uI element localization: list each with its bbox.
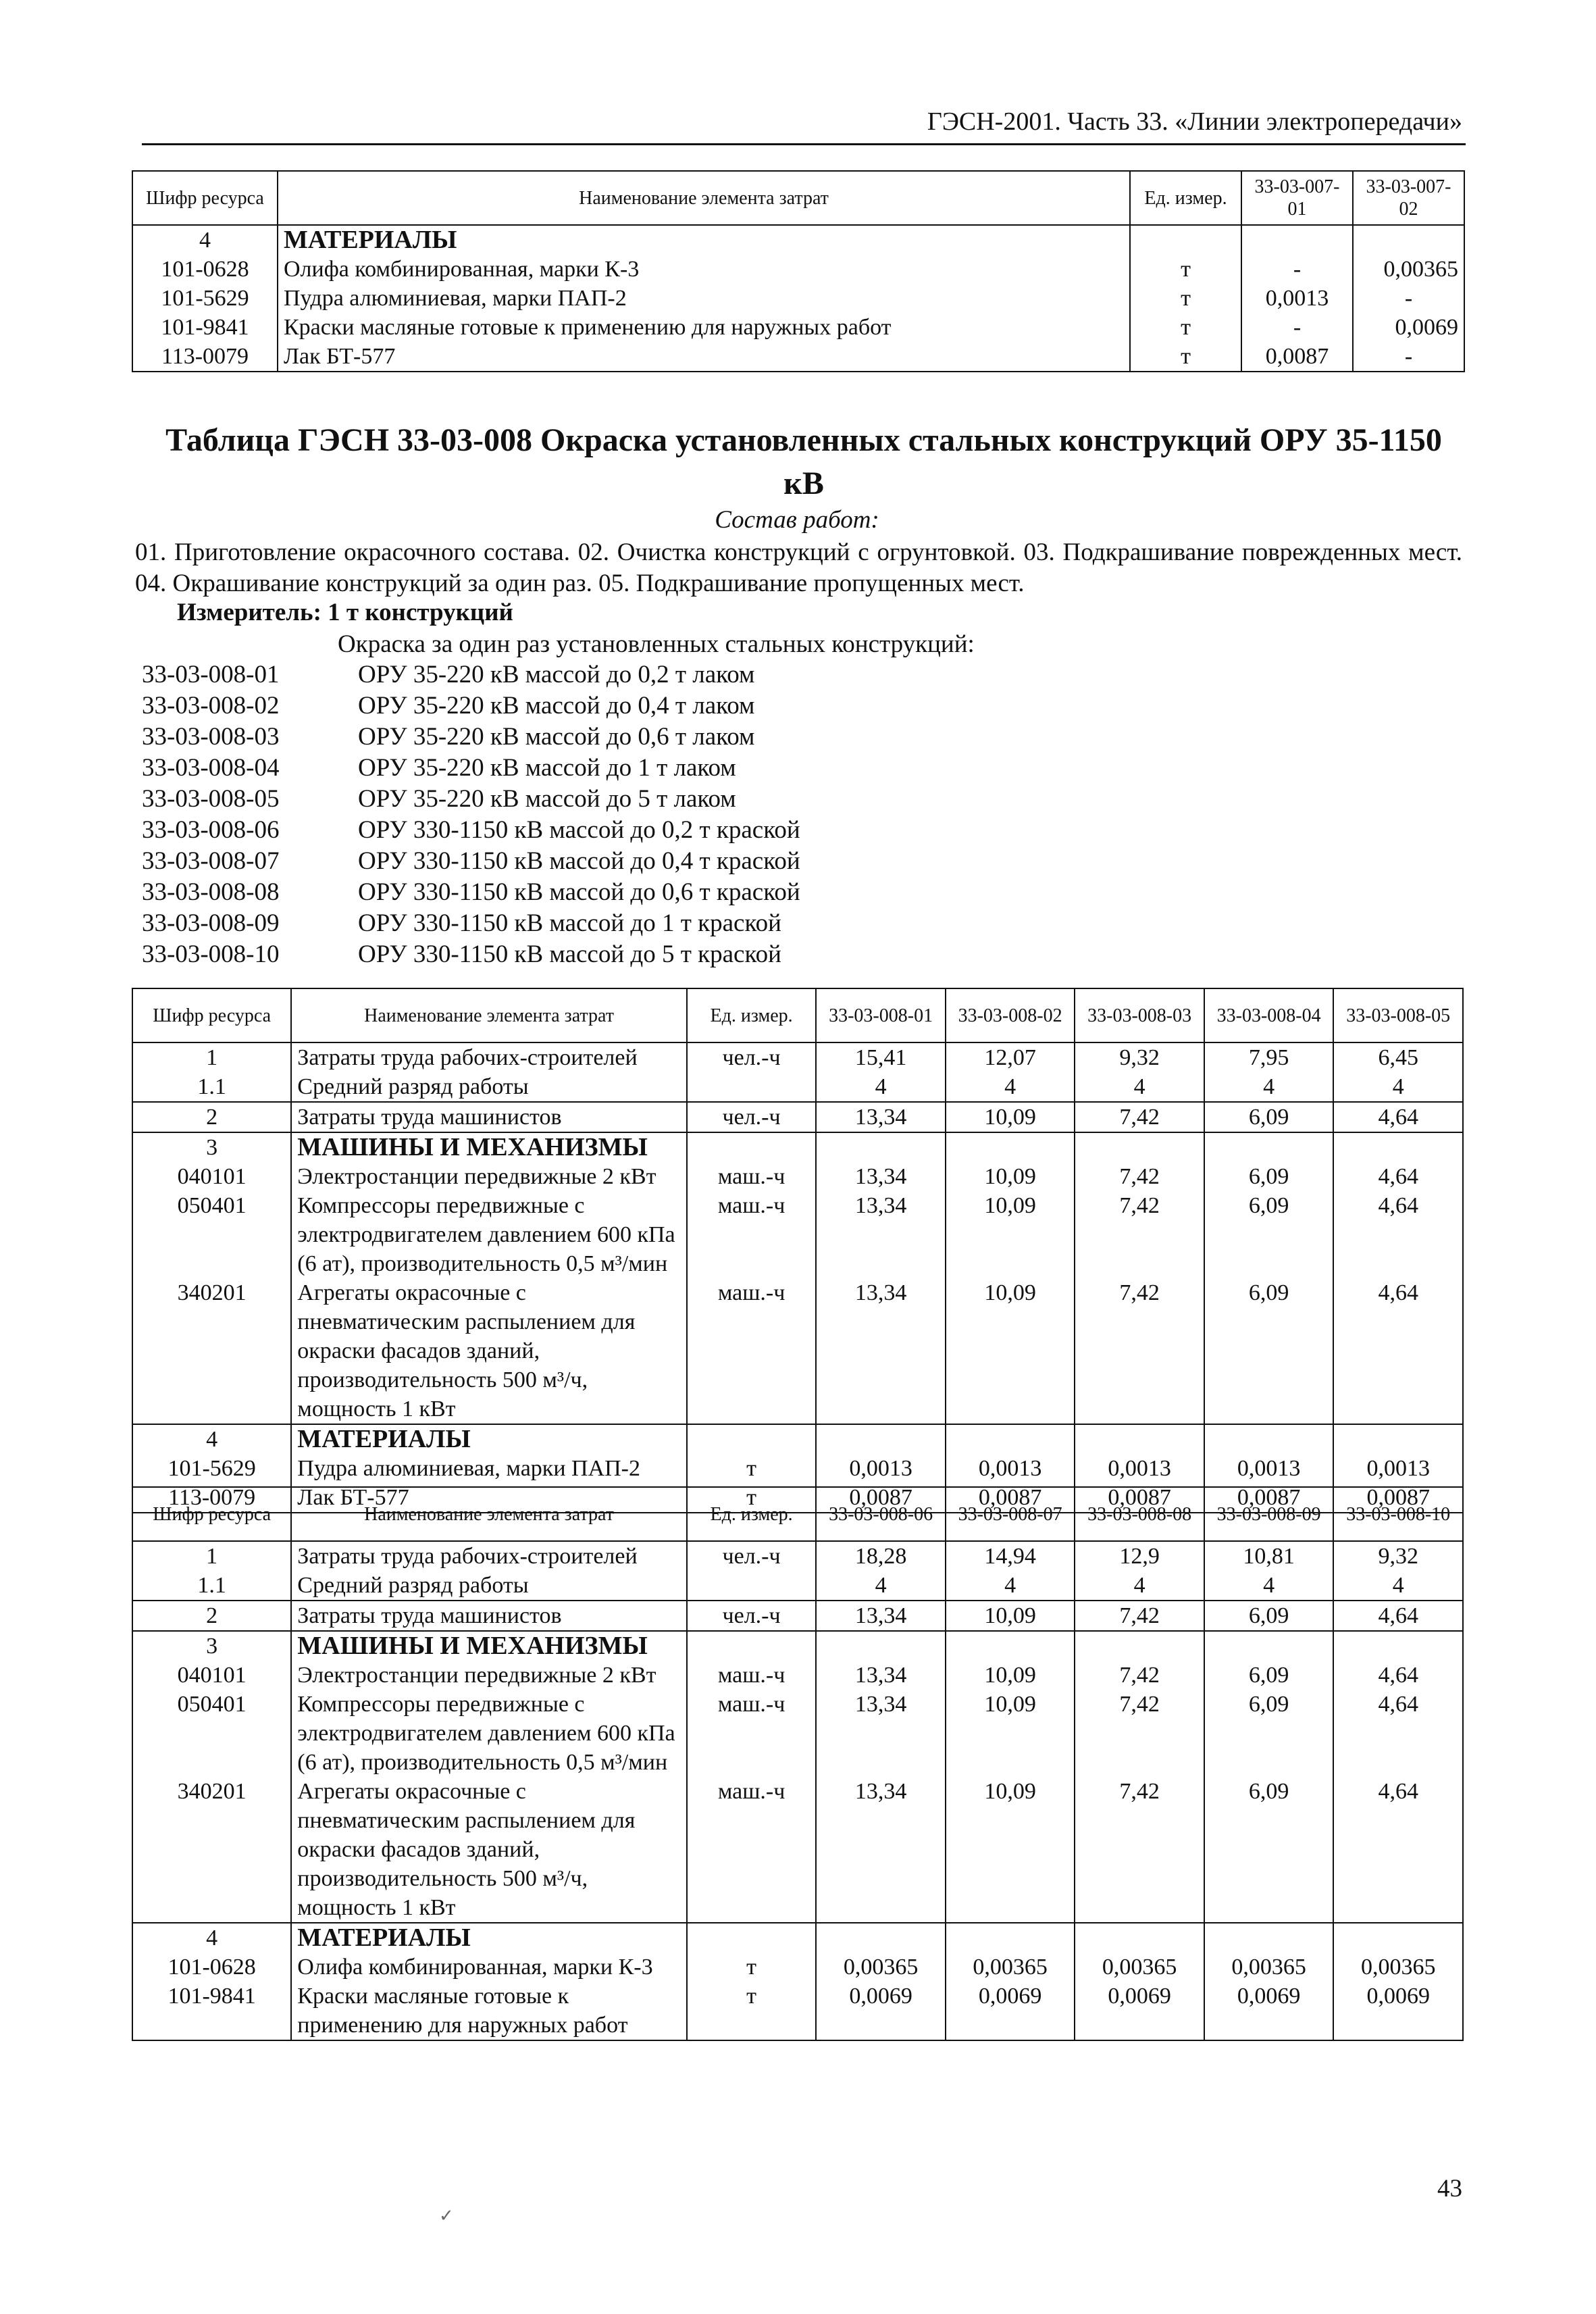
code-cell: 340201 [132,1278,291,1424]
col-header-value: 33-03-008-07 [946,1487,1075,1541]
value-cell: 0,0087 [816,1483,946,1513]
value-cell: 6,45 [1333,1042,1463,1072]
value-cell: 0,0069 [1075,1982,1204,2040]
name-cell: Затраты труда рабочих-строителей [291,1541,687,1571]
value-cell: 0,00365 [1204,1953,1334,1982]
code-cell: 040101 [132,1162,291,1191]
value-cell: 12,07 [946,1042,1075,1072]
item-code: 33-03-008-05 [142,785,280,813]
code-cell: 040101 [132,1661,291,1690]
item-text: ОРУ 330-1150 кВ массой до 5 т краской [358,940,781,968]
name-cell: Агрегаты окрасочные с пневматическим распылением для окраски фасадов зданий, производительность 500 м³/ч, мощность 1 кВт [291,1278,687,1424]
table-row [132,1601,1463,1631]
name-cell: Лак БТ-577 [278,342,1130,372]
name-cell: Затраты труда рабочих-строителей [291,1042,687,1072]
value-cell [1241,225,1353,255]
value-cell: 6,09 [1204,1690,1334,1777]
value-cell: 9,32 [1075,1042,1204,1072]
value-cell: 0,00365 [1075,1953,1204,1982]
value-cell [1075,1631,1204,1661]
value-cell: 6,09 [1204,1162,1334,1191]
col-header-value: 33-03-008-01 [816,988,946,1042]
value-cell: 4,64 [1333,1191,1463,1278]
item-text: ОРУ 330-1150 кВ массой до 0,2 т краской [358,816,800,844]
col-header-code: Шифр ресурса [132,171,278,225]
value-cell: 4 [816,1571,946,1601]
value-cell: 0,0013 [946,1454,1075,1483]
value-cell [1333,1132,1463,1162]
item-code: 33-03-008-08 [142,878,280,906]
value-cell: 4,64 [1333,1690,1463,1777]
value-cell: 4,64 [1333,1162,1463,1191]
col-header-name: Наименование элемента затрат [291,988,687,1042]
name-cell: Олифа комбинированная, марки К-3 [278,255,1130,284]
unit-cell: т [687,1454,817,1483]
table-007-continuation [132,170,1465,372]
unit-cell: чел.-ч [687,1042,817,1072]
code-cell: 1.1 [132,1072,291,1102]
code-cell: 101-0628 [132,1953,291,1982]
value-cell: 4,64 [1333,1777,1463,1923]
resource-table-008-06-10 [132,1486,1464,2041]
unit-cell: т [1130,255,1241,284]
section-title: МАШИНЫ И МЕХАНИЗМЫ [291,1631,687,1661]
value-cell: 4 [1204,1072,1334,1102]
value-cell [1075,1923,1204,1953]
code-cell: 050401 [132,1191,291,1278]
value-cell: 13,34 [816,1661,946,1690]
value-cell: 10,09 [946,1777,1075,1923]
table-row [132,225,1464,255]
code-cell: 4 [132,1424,291,1454]
value-cell: 0,0069 [1333,1982,1463,2040]
value-cell: 6,09 [1204,1601,1334,1631]
code-cell: 101-0628 [132,255,278,284]
value-cell: 9,32 [1333,1541,1463,1571]
value-cell: 6,09 [1204,1102,1334,1132]
value-cell: 4 [1075,1571,1204,1601]
unit-cell: чел.-ч [687,1601,817,1631]
col-header-value: 33-03-007-01 [1241,171,1353,225]
item-text: ОРУ 35-220 кВ массой до 0,2 т лаком [358,661,755,688]
table-row [132,1982,1463,2040]
value-cell: 13,34 [816,1102,946,1132]
name-cell: Затраты труда машинистов [291,1601,687,1631]
item-list [142,659,800,970]
code-cell: 101-5629 [132,1454,291,1483]
name-cell: Электростанции передвижные 2 кВт [291,1162,687,1191]
col-header-value: 33-03-008-05 [1333,988,1463,1042]
value-cell: 13,34 [816,1162,946,1191]
value-cell [1204,1132,1334,1162]
name-cell: Олифа комбинированная, марки К-3 [291,1953,687,1982]
unit-cell: чел.-ч [687,1102,817,1132]
name-cell: Лак БТ-577 [291,1483,687,1513]
table-row [132,1454,1463,1483]
unit-cell [687,1072,817,1102]
value-cell: 6,09 [1204,1191,1334,1278]
value-cell: 0,0087 [946,1483,1075,1513]
list-item [142,690,800,722]
value-cell [816,1631,946,1661]
name-cell: Затраты труда машинистов [291,1102,687,1132]
value-cell: 10,09 [946,1278,1075,1424]
value-cell: 10,09 [946,1690,1075,1777]
table-row [132,1541,1463,1571]
value-cell [1075,1132,1204,1162]
value-cell [1333,1923,1463,1953]
value-cell: 7,42 [1075,1162,1204,1191]
value-cell: 0,0087 [1241,342,1353,372]
scan-mark: ✓ [439,2206,454,2225]
item-text: ОРУ 35-220 кВ массой до 0,4 т лаком [358,692,755,720]
list-item [142,815,800,846]
unit-cell: т [687,1483,817,1513]
table-row [132,1631,1463,1661]
value-cell: 15,41 [816,1042,946,1072]
code-cell: 1 [132,1541,291,1571]
col-header-value: 33-03-008-03 [1075,988,1204,1042]
table-row [132,1132,1463,1162]
col-header-value: 33-03-008-09 [1204,1487,1334,1541]
section-title: МАТЕРИАЛЫ [278,225,1130,255]
value-cell: 7,42 [1075,1191,1204,1278]
value-cell: 7,42 [1075,1690,1204,1777]
value-cell: 0,0069 [1204,1982,1334,2040]
col-header-code: Шифр ресурса [132,988,291,1042]
value-cell [816,1424,946,1454]
table-row [132,1102,1463,1132]
value-cell [1075,1424,1204,1454]
items-intro: Окраска за один раз установленных стальных конструкций: [338,630,975,658]
code-cell: 050401 [132,1690,291,1777]
unit-cell: чел.-ч [687,1541,817,1571]
table-row [132,1072,1463,1102]
value-cell: 7,95 [1204,1042,1334,1072]
table-row [132,1690,1463,1777]
section-title: МАШИНЫ И МЕХАНИЗМЫ [291,1132,687,1162]
item-text: ОРУ 330-1150 кВ массой до 1 т краской [358,909,781,937]
value-cell: 13,34 [816,1777,946,1923]
code-cell: 113-0079 [132,1483,291,1513]
value-cell: 10,09 [946,1661,1075,1690]
value-cell: 18,28 [816,1541,946,1571]
value-cell: 10,09 [946,1102,1075,1132]
value-cell [1204,1923,1334,1953]
section-title: МАТЕРИАЛЫ [291,1923,687,1953]
table-row [132,342,1464,372]
value-cell: 6,09 [1204,1278,1334,1424]
code-cell: 4 [132,225,278,255]
value-cell [946,1132,1075,1162]
value-cell: 4,64 [1333,1661,1463,1690]
value-cell: 0,00365 [1333,1953,1463,1982]
code-cell: 113-0079 [132,342,278,372]
table-row [132,1278,1463,1424]
value-cell: 0,00365 [946,1953,1075,1982]
value-cell [946,1631,1075,1661]
col-header-unit: Ед. измер. [1130,171,1241,225]
value-cell: 4,64 [1333,1102,1463,1132]
value-cell: 13,34 [816,1601,946,1631]
value-cell [946,1424,1075,1454]
value-cell: 12,9 [1075,1541,1204,1571]
item-code: 33-03-008-10 [142,940,280,968]
code-cell: 1 [132,1042,291,1072]
code-cell: 2 [132,1102,291,1132]
list-item [142,939,800,970]
value-cell: 0,0087 [1075,1483,1204,1513]
col-header-value: 33-03-008-08 [1075,1487,1204,1541]
item-code: 33-03-008-03 [142,723,280,751]
composition-heading: Состав работ: [715,506,879,534]
unit-cell [687,1923,817,1953]
unit-cell: маш.-ч [687,1777,817,1923]
value-cell: 13,34 [816,1690,946,1777]
value-cell: 4 [1075,1072,1204,1102]
code-cell: 4 [132,1923,291,1953]
name-cell: Пудра алюминиевая, марки ПАП-2 [278,284,1130,313]
item-code: 33-03-008-01 [142,661,280,688]
value-cell: 0,0069 [946,1982,1075,2040]
value-cell: 0,00365 [1353,255,1464,284]
unit-cell [687,1571,817,1601]
list-item [142,846,800,877]
item-text: ОРУ 330-1150 кВ массой до 0,4 т краской [358,847,800,875]
value-cell: 0,0013 [1333,1454,1463,1483]
value-cell: 0,0087 [1333,1483,1463,1513]
value-cell: 10,09 [946,1601,1075,1631]
code-cell: 3 [132,1132,291,1162]
col-header-unit: Ед. измер. [687,988,817,1042]
value-cell: 7,42 [1075,1777,1204,1923]
col-header-code: Шифр ресурса [132,1487,291,1541]
value-cell: 10,09 [946,1162,1075,1191]
col-header-value: 33-03-007-02 [1353,171,1464,225]
name-cell: Компрессоры передвижные с электродвигателем давлением 600 кПа (6 ат), производительность 0,5 м³/мин [291,1690,687,1777]
item-code: 33-03-008-09 [142,909,280,937]
table-row [132,1923,1463,1953]
table-row [132,1953,1463,1982]
item-text: ОРУ 330-1150 кВ массой до 0,6 т краской [358,878,800,906]
col-header-value: 33-03-008-06 [816,1487,946,1541]
value-cell [1333,1631,1463,1661]
value-cell: 4 [1204,1571,1334,1601]
col-header-name: Наименование элемента затрат [278,171,1130,225]
unit-cell: маш.-ч [687,1278,817,1424]
unit-cell: маш.-ч [687,1661,817,1690]
value-cell: 0,0087 [1204,1483,1334,1513]
unit-cell: т [1130,284,1241,313]
item-code: 33-03-008-02 [142,692,280,720]
item-text: ОРУ 35-220 кВ массой до 1 т лаком [358,754,736,782]
item-code: 33-03-008-07 [142,847,280,875]
value-cell: 13,34 [816,1191,946,1278]
item-text: ОРУ 35-220 кВ массой до 0,6 т лаком [358,723,755,751]
name-cell: Средний разряд работы [291,1571,687,1601]
col-header-name: Наименование элемента затрат [291,1487,687,1541]
name-cell: Средний разряд работы [291,1072,687,1102]
col-header-unit: Ед. измер. [687,1487,817,1541]
code-cell: 101-9841 [132,313,278,342]
value-cell: 14,94 [946,1541,1075,1571]
item-text: ОРУ 35-220 кВ массой до 5 т лаком [358,785,736,813]
value-cell: 4,64 [1333,1278,1463,1424]
code-cell: 1.1 [132,1571,291,1601]
code-cell: 2 [132,1601,291,1631]
code-cell: 101-9841 [132,1982,291,2040]
unit-cell: маш.-ч [687,1690,817,1777]
code-cell: 340201 [132,1777,291,1923]
value-cell [946,1923,1075,1953]
value-cell: 0,0069 [816,1982,946,2040]
unit-cell: т [687,1982,817,2040]
table-row [132,1042,1463,1072]
col-header-value: 33-03-008-02 [946,988,1075,1042]
unit-cell [1130,225,1241,255]
value-cell [816,1132,946,1162]
name-cell: Краски масляные готовые к применению для наружных работ [278,313,1130,342]
value-cell: 0,0013 [1241,284,1353,313]
value-cell: - [1241,313,1353,342]
table-row [132,1191,1463,1278]
item-code: 33-03-008-04 [142,754,280,782]
unit-cell [687,1424,817,1454]
table-row [132,313,1464,342]
name-cell: Компрессоры передвижные с электродвигателем давлением 600 кПа (6 ат), производительность 0,5 м³/мин [291,1191,687,1278]
value-cell: 0,0013 [1204,1454,1334,1483]
header-rule [142,143,1466,145]
value-cell [1204,1424,1334,1454]
running-header: ГЭСН-2001. Часть 33. «Линии электропередачи» [927,107,1462,136]
value-cell: 6,09 [1204,1661,1334,1690]
code-cell: 101-5629 [132,284,278,313]
unit-cell: т [687,1953,817,1982]
item-code: 33-03-008-06 [142,816,280,844]
value-cell: 0,0013 [816,1454,946,1483]
list-item [142,753,800,784]
table-row [132,284,1464,313]
value-cell: 4 [946,1571,1075,1601]
value-cell [816,1923,946,1953]
value-cell: 0,0069 [1353,313,1464,342]
value-cell: 4 [1333,1072,1463,1102]
value-cell: 7,42 [1075,1661,1204,1690]
name-cell: Электростанции передвижные 2 кВт [291,1661,687,1690]
section-title: МАТЕРИАЛЫ [291,1424,687,1454]
list-item [142,784,800,815]
value-cell: 4 [946,1072,1075,1102]
table-row [132,1777,1463,1923]
list-item [142,908,800,939]
value-cell: - [1353,284,1464,313]
name-cell: Пудра алюминиевая, марки ПАП-2 [291,1454,687,1483]
page-number: 43 [1437,2175,1462,2203]
measure-unit: Измеритель: 1 т конструкций [177,599,513,626]
value-cell: 13,34 [816,1278,946,1424]
list-item [142,722,800,753]
table-row [132,1162,1463,1191]
name-cell: Краски масляные готовые к применению для наружных работ [291,1982,687,2040]
value-cell: 10,81 [1204,1541,1334,1571]
value-cell: 0,0013 [1075,1454,1204,1483]
list-item [142,877,800,908]
value-cell: 7,42 [1075,1278,1204,1424]
composition-text: 01. Приготовление окрасочного состава. 02. Очистка конструкций с огрунтовкой. 03. Подкрашивание поврежденных мест. 04. Окрашивание конструкций за один раз. 05. Подкрашивание пропущенных мест. [135,538,1462,597]
value-cell: 4 [816,1072,946,1102]
table-title: Таблица ГЭСН 33-03-008 Окраска установленных стальных конструкций ОРУ 35-1150 кВ [165,422,1442,501]
value-cell: 4 [1333,1571,1463,1601]
unit-cell: маш.-ч [687,1191,817,1278]
unit-cell: т [1130,313,1241,342]
value-cell [1204,1631,1334,1661]
name-cell: Агрегаты окрасочные с пневматическим распылением для окраски фасадов зданий, производительность 500 м³/ч, мощность 1 кВт [291,1777,687,1923]
table-row [132,255,1464,284]
list-item [142,659,800,690]
value-cell [1333,1424,1463,1454]
value-cell: 0,00365 [816,1953,946,1982]
unit-cell: маш.-ч [687,1162,817,1191]
value-cell [1353,225,1464,255]
col-header-value: 33-03-008-10 [1333,1487,1463,1541]
table-row [132,1661,1463,1690]
unit-cell [687,1631,817,1661]
value-cell: 7,42 [1075,1601,1204,1631]
resource-table-008-01-05 [132,988,1464,1513]
unit-cell: т [1130,342,1241,372]
value-cell: 10,09 [946,1191,1075,1278]
col-header-value: 33-03-008-04 [1204,988,1334,1042]
value-cell: 4,64 [1333,1601,1463,1631]
table-row [132,1571,1463,1601]
value-cell: 7,42 [1075,1102,1204,1132]
value-cell: 6,09 [1204,1777,1334,1923]
code-cell: 3 [132,1631,291,1661]
value-cell: - [1241,255,1353,284]
value-cell: - [1353,342,1464,372]
unit-cell [687,1132,817,1162]
table-row [132,1424,1463,1454]
